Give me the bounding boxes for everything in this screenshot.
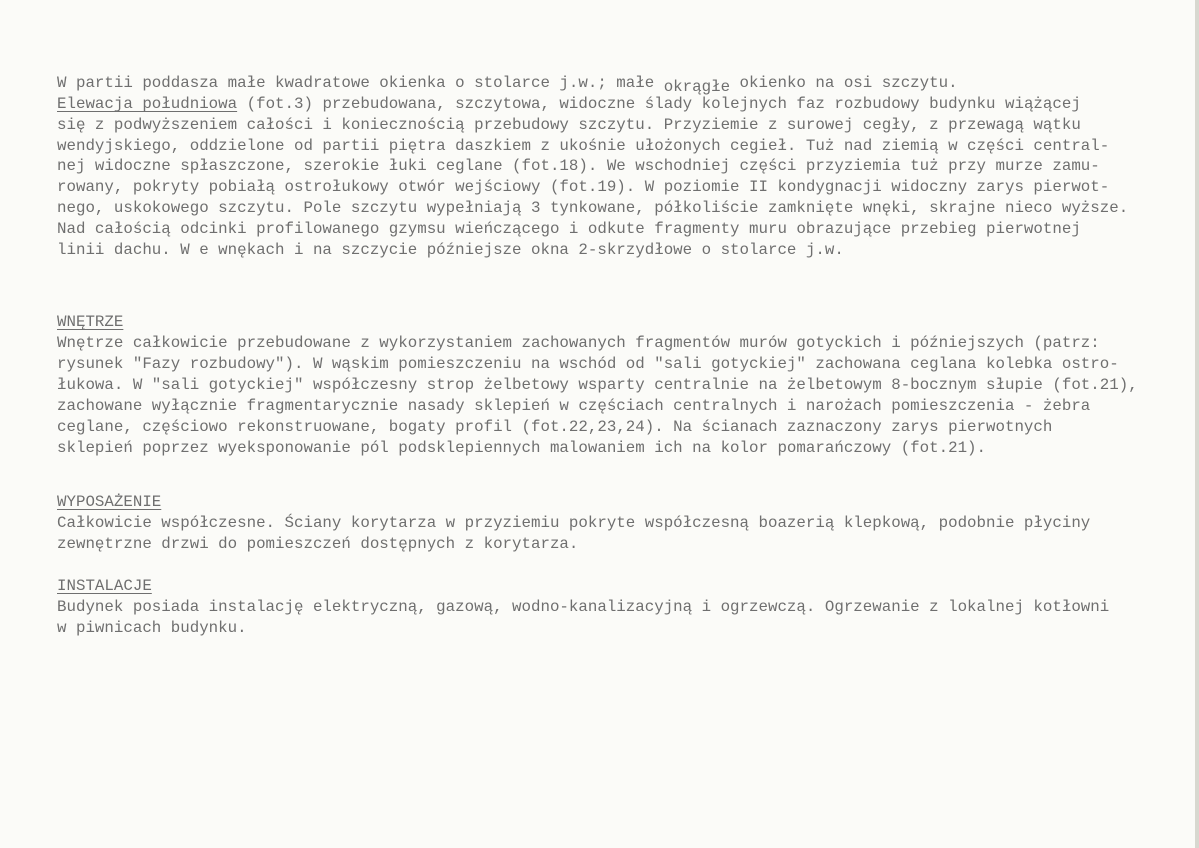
- interior-line: łukowa. W "sali gotyckiej" współczesny strop żelbetowy wsparty centralnie na żelbetowym 8-bocznym słupie (fot.21),: [57, 376, 1138, 394]
- interior-line: sklepień poprzez wyeksponowanie pól podsklepiennych malowaniem ich na kolor pomarańczowy (fot.21).: [57, 439, 987, 457]
- elevation-line: [57, 94, 1081, 114]
- interior-line: Wnętrze całkowicie przebudowane z wykorzystaniem zachowanych fragmentów murów gotyckich i późniejszych (patrz:: [57, 334, 1100, 352]
- intro-text-end: okienko na osi szczytu.: [730, 74, 958, 92]
- installations-heading: INSTALACJE: [57, 577, 152, 595]
- elevation-heading: Elewacja południowa: [57, 95, 238, 113]
- elevation-line: nego, uskokowego szczytu. Pole szczytu wypełniają 3 tynkowane, półkoliście zamknięte wnęki, skrajne nieco wyższe.: [57, 199, 1129, 217]
- furnishing-heading: WYPOSAŻENIE: [57, 493, 162, 511]
- elevation-line: nej widoczne spłaszczone, szerokie łuki ceglane (fot.18). We wschodniej części przyziemia tuż przy murze zamu-: [57, 157, 1100, 175]
- intro-line: [57, 73, 958, 96]
- elevation-line: wendyjskiego, oddzielone od partii piętra daszkiem z ukośnie ułożonych cegieł. Tuż nad ziemią w części central-: [57, 137, 1110, 155]
- furnishing-line: zewnętrzne drzwi do pomieszczeń dostępnych z korytarza.: [57, 535, 579, 553]
- paragraph-text: (fot.3) przebudowana, szczytowa, widoczne ślady kolejnych faz rozbudowy budynku wiążącej: [237, 95, 1081, 113]
- interior-line: zachowane wyłącznie fragmentarycznie nasady sklepień w częściach centralnych i narożach pomieszczenia - żebra: [57, 397, 1091, 415]
- intro-text-lowered: okrągłe: [663, 78, 731, 96]
- elevation-line: linii dachu. W e wnękach i na szczycie późniejsze okna 2-skrzydłowe o stolarce j.w.: [57, 241, 844, 259]
- interior-heading: WNĘTRZE: [57, 313, 124, 331]
- furnishing-line: Całkowicie współczesne. Ściany korytarza w przyziemiu pokryte współczesną boazerią klepkową, podobnie płyciny: [57, 514, 1091, 532]
- interior-line: rysunek "Fazy rozbudowy"). W wąskim pomieszczeniu na wschód od "sali gotyckiej" zachowana ceglana kolebka ostro-: [57, 355, 1119, 373]
- elevation-line: Nad całością odcinki profilowanego gzymsu wieńczącego i odkute fragmenty muru obrazujące przebieg pierwotnej: [57, 220, 1081, 238]
- elevation-line: się z podwyższeniem całości i koniecznością przebudowy szczytu. Przyziemie z surowej cegły, z przewagą wątku: [57, 116, 1081, 134]
- installations-line: Budynek posiada instalację elektryczną, gazową, wodno-kanalizacyjną i ogrzewczą. Ogrzewanie z lokalnej kotłowni: [57, 598, 1110, 616]
- elevation-line: rowany, pokryty pobiałą ostrołukowy otwór wejściowy (fot.19). W poziomie II kondygnacji widoczny zarys pierwot-: [57, 178, 1110, 196]
- intro-text: W partii poddasza małe kwadratowe okienka o stolarce j.w.; małe: [57, 74, 664, 92]
- interior-line: ceglane, częściowo rekonstruowane, bogaty profil (fot.22,23,24). Na ścianach zaznaczony zarys pierwotnych: [57, 418, 1053, 436]
- installations-line: w piwnicach budynku.: [57, 619, 247, 637]
- page-edge: [1195, 0, 1199, 848]
